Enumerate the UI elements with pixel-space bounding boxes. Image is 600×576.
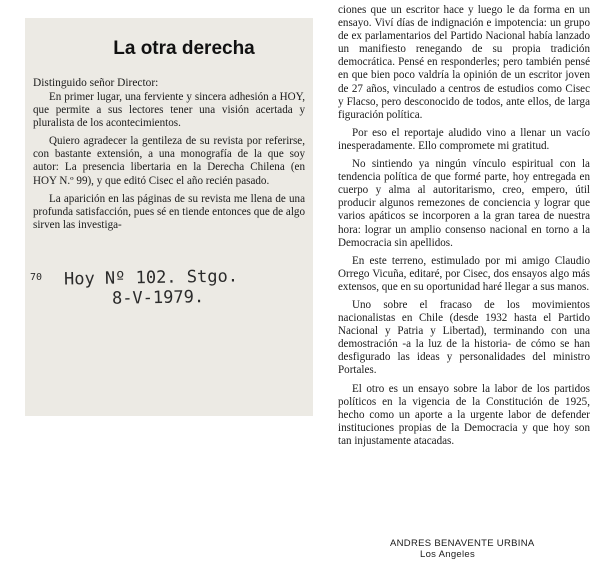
paragraph: ciones que un escritor hace y luego le da forma en un ensayo. Viví días de indignación e impotencia: un grupo de ex parlamentarios del Partido Nacional había lanzado un manifiesto renegando de su propia tradición democrática. Pensé en responderles; pero también pensé en que bien poco valdría la opinión de un escritor joven de 27 años, vinculado a centros de estudios como Cisec y Flacso, pero desconocido de todos, ante ellos, de larga figuración política. — [338, 4, 590, 121]
author-name: ANDRES BENAVENTE URBINA — [390, 538, 535, 549]
paragraph: La aparición en las páginas de su revista me llena de una profunda satisfacción, pues sé en tiende entonces que de algo sirven las investiga- — [33, 192, 305, 231]
paragraph: Quiero agradecer la gentileza de su revista por referirse, con bastante extensión, a una monografía de la que soy autor: La presencia libertaria en la Derecha Chilena (en HOY N.º 99), y que editó Cisec el año recién pasado. — [33, 135, 305, 187]
page-number: 70 — [30, 272, 43, 283]
author-city: Los Angeles — [420, 549, 476, 560]
article-title: La otra derecha — [113, 38, 255, 59]
author-signature — [390, 538, 590, 560]
paragraph: No sintiendo ya ningún vínculo espiritual con la tendencia política de que formé parte, hoy entregada en cuerpo y alma al autoritarismo, creo, empero, útil producir algunos remezones de conciencia y lograr que varios apáticos se incorporen a la gran tarea de nuestra hora: lograr un amplio consenso nacional en torno a la Democracia sin apellidos. — [338, 158, 590, 249]
letter-greeting: Distinguido señor Director: — [33, 77, 159, 89]
paragraph: En primer lugar, una ferviente y sincera adhesión a HOY, que permite a sus lectores tener una visión acertada y pluralista de los acontecimientos. — [33, 91, 305, 130]
handwritten-source: Hoy Nº 102. Stgo. — [63, 266, 239, 290]
paragraph: En este terreno, estimulado por mi amigo Claudio Orrego Vicuña, editaré, por Cisec, dos ensayos algo más extensos, que en su oportunidad haré llegar a sus manos. — [338, 254, 590, 293]
handwritten-annotation — [30, 268, 310, 308]
left-column-text — [33, 91, 305, 237]
handwritten-date: 8-V-1979. — [111, 287, 205, 309]
right-column-text — [338, 4, 590, 453]
paragraph: Por eso el reportaje aludido vino a llenar un vacío inesperadamente. Ello compromete mi gratitud. — [338, 126, 590, 152]
paragraph: El otro es un ensayo sobre la labor de los partidos políticos en la vigencia de la Constitución de 1925, hecho como un aporte a la urgente labor de defender instituciones propias de la Democracia y que hoy son tan injustamente atacadas. — [338, 382, 590, 447]
paragraph: Uno sobre el fracaso de los movimientos nacionalistas en Chile (desde 1932 hasta el Partido Nacional y Patria y Libertad), terminando con una demostración -a la luz de la historia- de cómo se han desfigurado las ideas y personalidades del ministro Portales. — [338, 298, 590, 377]
